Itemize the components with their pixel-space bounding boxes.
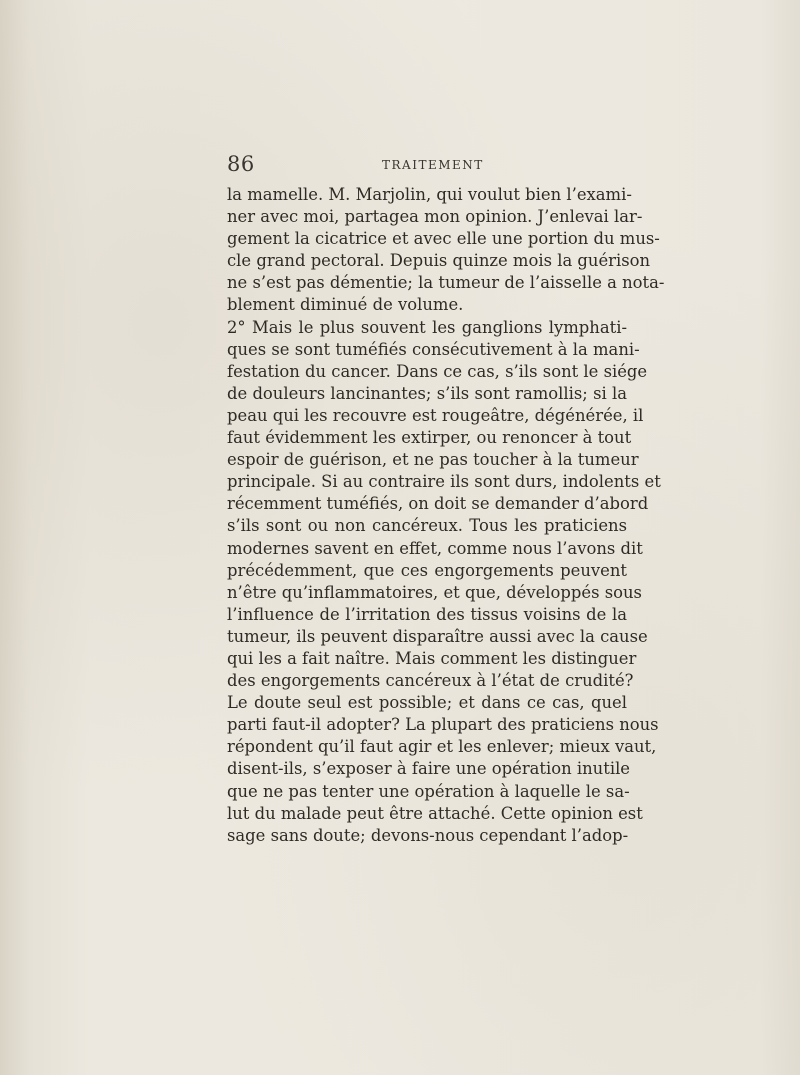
text-line: espoir de guérison, et ne pas toucher à la tumeur [227,450,639,470]
running-head: TRAITEMENT [382,158,484,172]
text-line: parti faut-il adopter? La plupart des praticiens nous [227,715,659,735]
text-line: sage sans doute; devons-nous cependant l’adop- [227,825,629,845]
body-text [227,184,665,847]
text-line: ques se sont tuméfiés consécutivement à la mani- [227,339,640,359]
text-line: disent-ils, s’exposer à faire une opération inutile [227,759,631,779]
text-line: faut évidemment les extirper, ou renoncer à tout [227,428,632,448]
page-number: 86 [227,152,255,176]
text-line: tumeur, ils peuvent disparaître aussi avec la cause [227,626,648,646]
text-line: l’influence de l’irritation des tissus voisins de la [227,604,627,624]
text-line: la mamelle. M. Marjolin, qui voulut bien l’exami- [227,185,632,204]
text-line: récemment tuméfiés, on doit se demander d’abord [227,494,649,514]
text-line: gement la cicatrice et avec elle une portion du mus- [227,229,660,249]
text-line: blement diminué de volume. [227,295,464,315]
text-line: ner avec moi, partagea mon opinion. J’enlevai lar- [227,207,643,227]
text-line: peau qui les recouvre est rougeâtre, dégénérée, il [227,405,644,425]
text-line: lut du malade peut être attaché. Cette opinion est [227,803,643,823]
text-line: précédemment, que ces engorgements peuvent [227,560,627,580]
text-line: de douleurs lancinantes; s’ils sont ramollis; si la [227,383,627,403]
text-line: cle grand pectoral. Depuis quinze mois la guérison [227,251,651,271]
text-line: qui les a fait naître. Mais comment les distinguer [227,648,637,668]
text-line: que ne pas tenter une opération à laquelle le sa- [227,781,630,801]
text-line: Le doute seul est possible; et dans ce cas, quel [227,693,627,713]
text-line: des engorgements cancéreux à l’état de crudité? [227,671,634,691]
page-header [227,152,627,182]
text-line: ne s’est pas démentie; la tumeur de l’aisselle a nota- [227,273,665,293]
text-line: festation du cancer. Dans ce cas, s’ils sont le siége [227,361,648,381]
text-line: principale. Si au contraire ils sont durs, indolents et [227,472,661,492]
text-line: n’être qu’inflammatoires, et que, développés sous [227,582,642,602]
text-line: s’ils sont ou non cancéreux. Tous les praticiens [227,516,627,536]
text-line: modernes savent en effet, comme nous l’avons dit [227,538,643,558]
text-line: répondent qu’il faut agir et les enlever; mieux vaut, [227,737,657,757]
text-line: 2° Mais le plus souvent les ganglions lymphati- [227,317,627,337]
